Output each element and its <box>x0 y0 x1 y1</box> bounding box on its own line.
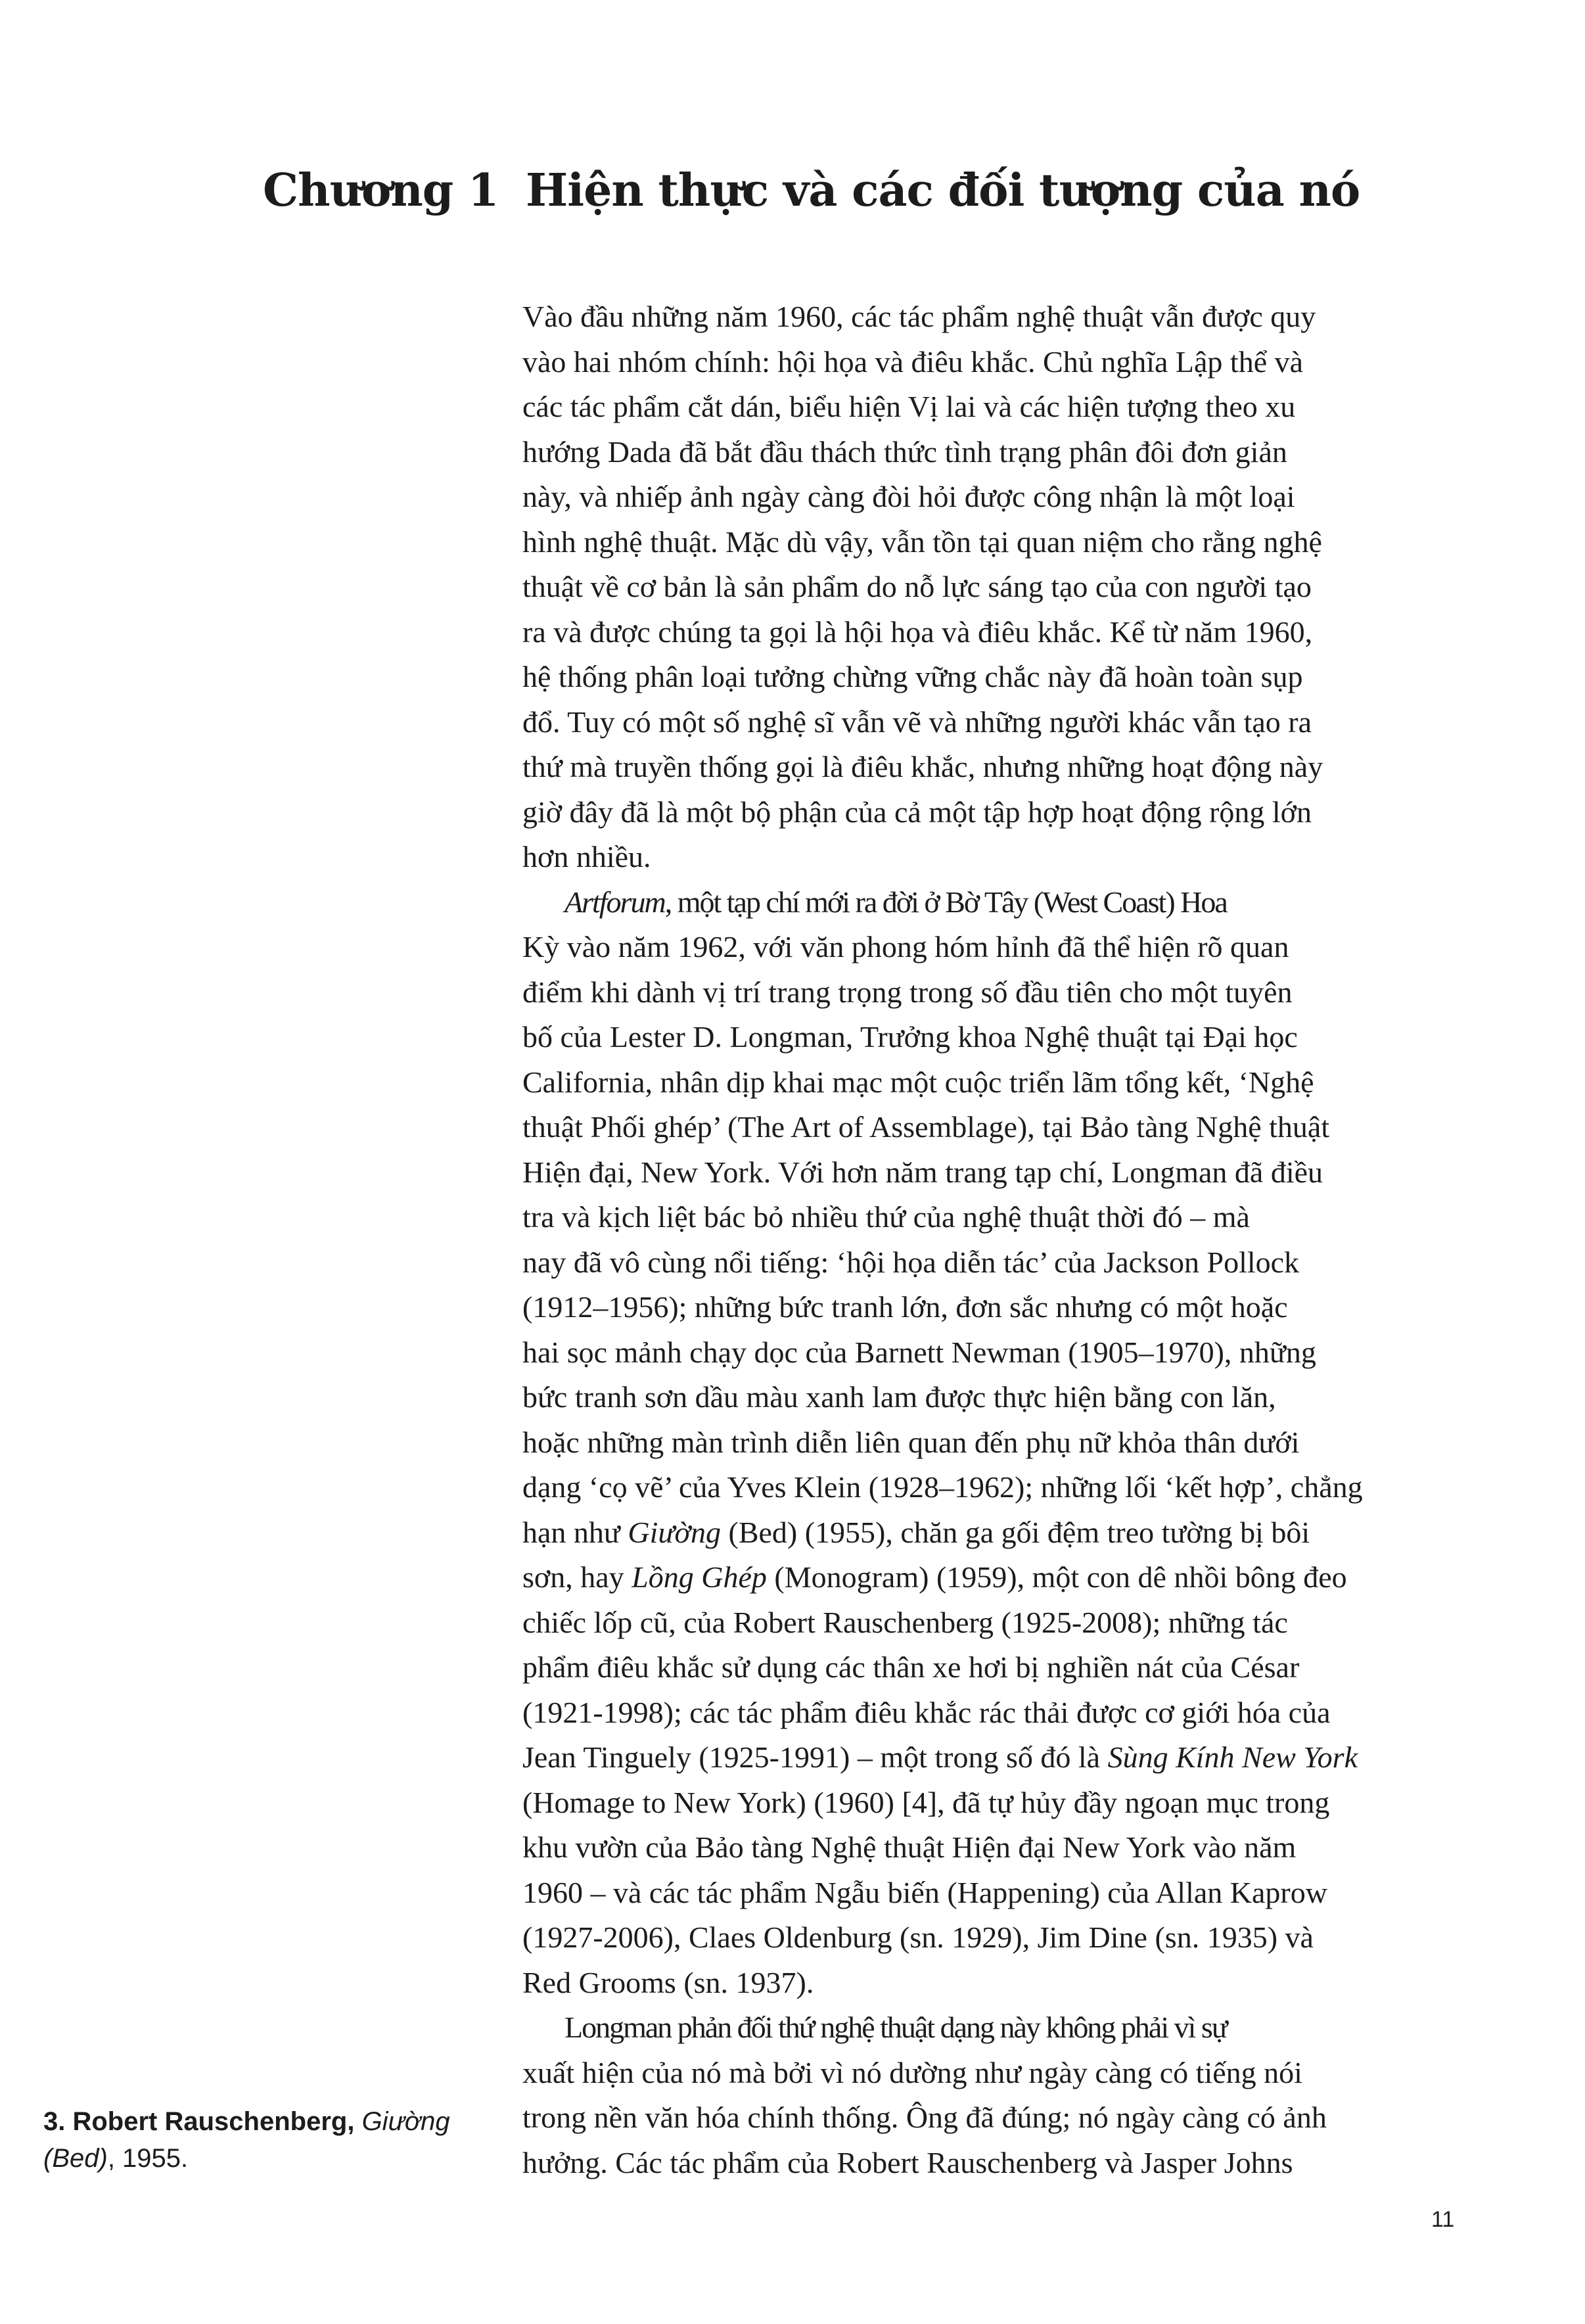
text-segment: bức tranh sơn dầu màu xanh lam được thực hiện bằng con lăn, <box>522 1380 1276 1414</box>
italic-title: Lồng Ghép <box>632 1560 767 1594</box>
caption-title: Giường (Bed) <box>43 2107 450 2173</box>
text-segment: hai sọc mảnh chạy dọc của Barnett Newman (1905–1970), những <box>522 1335 1316 1369</box>
text-segment: hoặc những màn trình diễn liên quan đến phụ nữ khỏa thân dưới <box>522 1425 1300 1459</box>
text-segment: đổ. Tuy có một số nghệ sĩ vẫn vẽ và những người khác vẫn tạo ra <box>522 705 1312 739</box>
text-segment: hình nghệ thuật. Mặc dù vậy, vẫn tồn tại quan niệm cho rằng nghệ <box>522 524 1322 559</box>
text-line <box>522 880 1469 925</box>
text-segment: thuật về cơ bản là sản phẩm do nỗ lực sáng tạo của con người tạo <box>522 570 1312 603</box>
text-line <box>522 565 1469 610</box>
chapter-label: Chương 1 <box>263 164 499 217</box>
text-segment: bố của Lester D. Longman, Trưởng khoa Nghệ thuật tại Đại học <box>522 1020 1298 1054</box>
text-line <box>522 1735 1469 1780</box>
text-segment: (1927-2006), Claes Oldenburg (sn. 1929), Jim Dine (sn. 1935) và <box>522 1920 1314 1954</box>
text-line <box>522 294 1469 340</box>
text-line <box>522 1240 1469 1286</box>
caption-year: , 1955. <box>107 2144 189 2173</box>
paragraph <box>522 294 1469 880</box>
text-line <box>522 2095 1469 2141</box>
text-segment: tra và kịch liệt bác bỏ nhiều thứ của nghệ thuật thời đó – mà <box>522 1200 1250 1234</box>
text-segment: (Monogram) (1959), một con dê nhồi bông đeo <box>766 1560 1347 1594</box>
text-line <box>522 430 1469 475</box>
text-segment: thứ mà truyền thống gọi là điêu khắc, nhưng những hoạt động này <box>522 750 1323 783</box>
text-line <box>522 1645 1469 1690</box>
text-segment: nay đã vô cùng nổi tiếng: ‘hội họa diễn tác’ của Jackson Pollock <box>522 1245 1300 1279</box>
text-line <box>522 1915 1469 1961</box>
text-segment: California, nhân dịp khai mạc một cuộc triển lãm tổng kết, ‘Nghệ <box>522 1065 1314 1099</box>
text-line <box>522 384 1469 430</box>
text-segment: hạn như <box>522 1515 628 1549</box>
text-segment: (1912–1956); những bức tranh lớn, đơn sắc nhưng có một hoặc <box>522 1290 1288 1324</box>
text-segment: xuất hiện của nó mà bởi vì nó dường như ngày càng có tiếng nói <box>522 2055 1302 2089</box>
text-segment: hướng Dada đã bắt đầu thách thức tình trạng phân đôi đơn giản <box>522 434 1287 469</box>
text-line <box>522 2051 1469 2096</box>
text-segment: trong nền văn hóa chính thống. Ông đã đúng; nó ngày càng có ảnh <box>522 2101 1327 2134</box>
text-segment: Jean Tinguely (1925-1991) – một trong số đó là <box>522 1740 1108 1774</box>
italic-title: Artforum <box>564 885 665 919</box>
text-line <box>522 970 1469 1015</box>
text-line <box>522 1465 1469 1510</box>
text-line <box>522 1555 1469 1600</box>
text-line <box>522 1375 1469 1420</box>
text-line <box>522 2141 1469 2186</box>
text-segment: (Homage to New York) (1960) [4], đã tự hủy đầy ngoạn mục trong <box>522 1785 1330 1819</box>
text-line <box>522 655 1469 700</box>
page-number: 11 <box>1431 2207 1455 2232</box>
text-segment: vào hai nhóm chính: hội họa và điêu khắc. Chủ nghĩa Lập thể và <box>522 344 1304 379</box>
text-line <box>522 1510 1469 1556</box>
text-line <box>522 1285 1469 1330</box>
text-line <box>522 700 1469 745</box>
text-line <box>522 520 1469 565</box>
text-line <box>522 1015 1469 1060</box>
text-line <box>522 1825 1469 1871</box>
text-segment: ra và được chúng ta gọi là hội họa và điêu khắc. Kể từ năm 1960, <box>522 615 1313 649</box>
text-segment: chiếc lốp cũ, của Robert Rauschenberg (1925-2008); những tác <box>522 1605 1288 1639</box>
text-segment: điểm khi dành vị trí trang trọng trong số đầu tiên cho một tuyên <box>522 975 1293 1009</box>
text-line <box>522 1780 1469 1826</box>
text-segment: này, và nhiếp ảnh ngày càng đòi hỏi được công nhận là một loại <box>522 480 1295 513</box>
caption-artist: 3. Robert Rauschenberg, <box>43 2107 355 2136</box>
figure-caption <box>43 2103 464 2177</box>
text-line <box>522 1600 1469 1646</box>
body-text <box>522 294 1469 2185</box>
text-segment: Kỳ vào năm 1962, với văn phong hóm hỉnh đã thể hiện rõ quan <box>522 930 1289 964</box>
text-segment: hưởng. Các tác phẩm của Robert Rauschenberg và Jasper Johns <box>522 2145 1293 2179</box>
text-segment: Vào đầu những năm 1960, các tác phẩm nghệ thuật vẫn được quy <box>522 300 1316 333</box>
text-line <box>522 1060 1469 1105</box>
text-segment: Longman phản đối thứ nghệ thuật dạng này không phải vì sự <box>564 2010 1227 2044</box>
italic-title: Sùng Kính New York <box>1107 1740 1358 1774</box>
paragraph <box>522 2005 1469 2185</box>
text-line <box>522 1871 1469 1916</box>
text-line <box>522 1420 1469 1466</box>
text-line <box>522 835 1469 880</box>
text-line <box>522 925 1469 970</box>
text-line <box>522 610 1469 655</box>
italic-title: Giường <box>628 1515 721 1549</box>
chapter-title: Hiện thực và các đối tượng của nó <box>526 164 1360 217</box>
text-segment: hơn nhiều. <box>522 840 651 873</box>
text-segment: các tác phẩm cắt dán, biểu hiện Vị lai và các hiện tượng theo xu <box>522 390 1296 423</box>
text-line <box>522 1105 1469 1150</box>
text-segment: (1921-1998); các tác phẩm điêu khắc rác thải được cơ giới hóa của <box>522 1695 1331 1729</box>
text-line <box>522 340 1469 385</box>
text-segment: 1960 – và các tác phẩm Ngẫu biến (Happening) của Allan Kaprow <box>522 1875 1327 1909</box>
text-segment: hệ thống phân loại tưởng chừng vững chắc này đã hoàn toàn sụp <box>522 660 1303 693</box>
paragraph <box>522 880 1469 2006</box>
text-line <box>522 790 1469 835</box>
text-segment: thuật Phối ghép’ (The Art of Assemblage), tại Bảo tàng Nghệ thuật <box>522 1110 1330 1144</box>
text-line <box>522 475 1469 520</box>
text-segment: dạng ‘cọ vẽ’ của Yves Klein (1928–1962); những lối ‘kết hợp’, chẳng <box>522 1470 1363 1504</box>
text-segment: giờ đây đã là một bộ phận của cả một tập hợp hoạt động rộng lớn <box>522 795 1312 829</box>
text-line <box>522 1150 1469 1196</box>
text-segment: (Bed) (1955), chăn ga gối đệm treo tường bị bôi <box>721 1515 1310 1549</box>
text-segment: phẩm điêu khắc sử dụng các thân xe hơi bị nghiền nát của César <box>522 1650 1300 1684</box>
text-line <box>522 2005 1469 2051</box>
text-line <box>522 1330 1469 1376</box>
text-segment: khu vườn của Bảo tàng Nghệ thuật Hiện đại New York vào năm <box>522 1830 1297 1864</box>
text-segment: sơn, hay <box>522 1560 632 1594</box>
text-segment: Red Grooms (sn. 1937). <box>522 1965 814 1999</box>
text-line <box>522 1690 1469 1736</box>
text-line <box>522 1961 1469 2006</box>
text-segment: , một tạp chí mới ra đời ở Bờ Tây (West Coast) Hoa <box>664 885 1227 919</box>
text-line <box>522 745 1469 790</box>
text-segment: Hiện đại, New York. Với hơn năm trang tạp chí, Longman đã điều <box>522 1155 1323 1189</box>
text-line <box>522 1195 1469 1240</box>
